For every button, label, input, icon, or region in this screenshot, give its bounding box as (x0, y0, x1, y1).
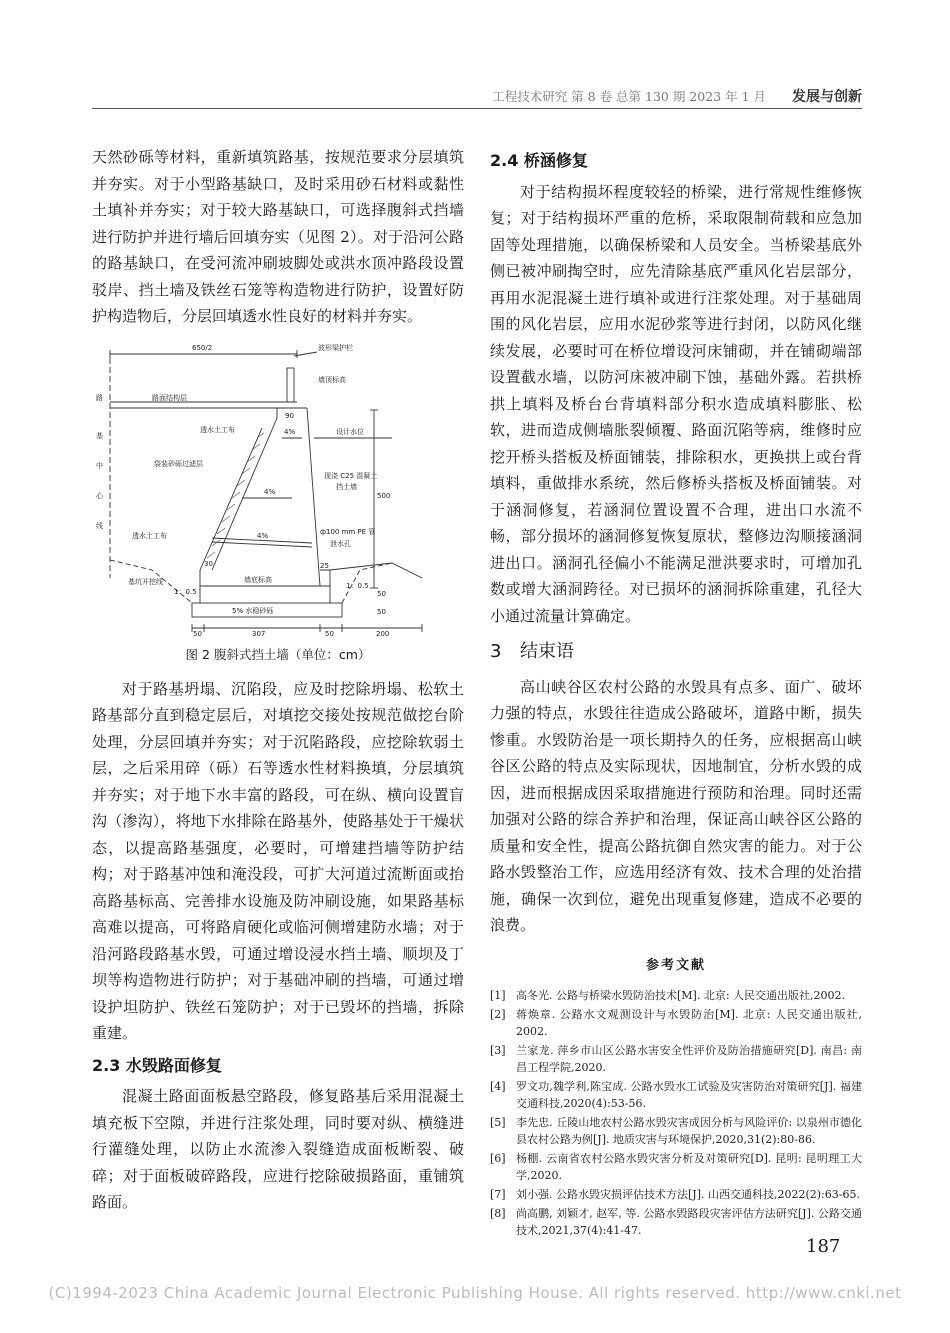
label: 线 (96, 521, 103, 530)
label: 心 (96, 491, 103, 500)
section-heading: 2.4 桥涵修复 (490, 151, 588, 170)
paragraph: 对于结构损坏程度较轻的桥梁，进行常规性维修恢复；对于结构损坏严重的危桥，采取限制荷载和应急加固等处理措施，以确保桥梁和人员安全。当桥梁基底外侧已被冲刷掏空时，应先清除基底严重风化岩层部分，再用水泥混凝土进行填补或进行注浆处理。对于基础周围的风化岩层，应用水泥砂浆等进行封闭，以防风化继续发展，必要时可在桥位增设河床铺砌，并在铺砌端部设置截水墙，以防河床被冲刷下蚀，基础外露。若拱桥拱上填料及桥台台背填料部分积水造成填料膨胀、松软，进而造成侧墙胀裂倾覆、路面沉陷等病，维修时应挖开桥头搭板及桥面铺装，排除积水，更换拱上或台背填料，重做排水系统，然后修桥头搭板及桥面铺装。对于涵洞修复，若涵洞位置设置不合理，进出口水流不畅，部分损坏的涵洞修复恢复原状，整修边沟顺接涵洞进出口。涵洞孔径偏小不能满足泄洪要求时，可增加孔数或增大涵洞跨径。对已损坏的涵洞拆除重建，孔径大小通过流量计算确定。 (490, 182, 862, 625)
guardrail-post (287, 368, 294, 402)
label: 泄水孔 (330, 539, 351, 548)
references-list (490, 987, 862, 1239)
reference-item: [2] 蒋焕章. 公路水文观测设计与水毁防治[M]. 北京: 人民交通出版社, 2002. (490, 1008, 862, 1038)
label: 中 (96, 461, 103, 470)
label: 波形梁护栏 (318, 343, 353, 352)
footer-watermark: (C)1994-2023 China Academic Journal Electronic Publishing House. All rights reserved. http://www.cnki.net (48, 1284, 902, 1302)
reference-item: [5] 李先忠. 丘陵山地农村公路水毁灾害成因分析与风险评价: 以泉州市德化县农村公路为例[J]. 地质灾害与环境保护,2020,31(2):80-86. (490, 1116, 862, 1146)
label: 基 (96, 431, 103, 440)
dim-label: 200 (376, 629, 390, 638)
right-column (490, 148, 862, 1241)
label: 1：0.5 (174, 587, 197, 596)
section-heading-3 (490, 639, 862, 666)
section-heading: 2.3 水毁路面修复 (92, 1055, 222, 1075)
figure-caption: 图 2 腹斜式挡土墙（单位：cm） (185, 646, 371, 662)
label: 4% (257, 531, 269, 540)
dim-label: 50 (193, 629, 202, 638)
label: 4% (284, 427, 296, 436)
label: 挡土墙 (336, 482, 357, 491)
dim-label: 30 (204, 559, 213, 568)
journal-info: 工程技术研究 第 8 卷 总第 130 期 2023 年 1 月 (492, 89, 767, 104)
label: 透水土工布 (132, 531, 167, 540)
paragraph: 对于路基坍塌、沉陷段，应及时挖除坍塌、松软土路基部分直到稳定层后，对填挖交接处按规范做挖台阶处理，分层回填并夯实；对于沉陷路段，应挖除软弱土层，之后采用碎（砾）石等透水性材料换填，分层填筑并夯实；对于地下水丰富的路段，可在纵、横向设置盲沟（渗沟），将地下水排除在路基外，使路基处于干燥状态，以提高路基强度，必要时，可增建挡墙等防护结构；对于路基冲蚀和淹没段，可扩大河道过流断面或抬高路基标高、完善排水设施及防冲刷设施，如果路基标高难以提高，可将路肩硬化或临河侧增建防水墙；对于沿河路段路基水毁，可通过增设浸水挡土墙、顺坝及丁坝等构造物进行防护；对于基础冲刷的挡墙，可通过增设护坦防护、铁丝石笼防护；对于已毁坏的挡墙，拆除重建。 (92, 679, 464, 1042)
page-number: 187 (806, 1236, 841, 1257)
heading-title: 结束语 (520, 641, 574, 662)
dim-label: 307 (252, 629, 266, 638)
section-name: 发展与创新 (792, 89, 862, 105)
label: ф100 mm PE 管 (320, 527, 376, 536)
label: 5% 水稳砂砾 (232, 606, 274, 615)
dim-label: 500 (377, 491, 391, 500)
dim-label: 650/2 (192, 343, 213, 352)
paragraph: 天然砂砾等材料，重新填筑路基，按规范要求分层填筑并夯实。对于小型路基缺口，及时采用砂石材料或黏性土填补并夯实；对于较大路基缺口，可选择腹斜式挡墙进行防护并进行墙后回填夯实（见图 2）。对于沿河公路的路基缺口，在受河流冲刷坡脚处或洪水顶冲路段设置驳岸、挡土墙及铁丝石笼等构造物进行防护，设置好防护构造物后，分层回填透水性良好的材料并夯实。 (92, 148, 464, 325)
label: 透水土工布 (200, 425, 235, 434)
paragraph: 高山峡谷区农村公路的水毁具有点多、面广、破坏力强的特点，水毁往往造成公路破坏，道路中断，损失惨重。水毁防治是一项长期持久的任务，应根据高山峡谷区公路的特点及实际现状，因地制宜，分析水毁的成因，进而根据成因采取措施进行预防和治理。同时还需加强对公路的综合养护和治理，保证高山峡谷区公路的质量和安全性，提高公路抗御自然灾害的能力。对于公路水毁整治工作，应选用经济有效、技术合理的处治措施，确保一次到位，避免出现重复修建，造成不必要的浪费。 (490, 677, 862, 934)
heading-number: 3 (490, 641, 502, 662)
retaining-wall-diagram (92, 338, 464, 638)
label: 现浇 C25 混凝土 (324, 471, 378, 480)
label: 路 (96, 393, 103, 402)
left-column (92, 144, 464, 1216)
paragraph: 混凝土路面面板悬空路段，修复路基后采用混凝土填充板下空隙，并进行注浆处理，同时要对纵、横缝进行灌缝处理，以防止水流渗入裂缝造成面板断裂、破碎；对于面板破碎路段，应进行挖除破损路面，重铺筑路面。 (92, 1087, 464, 1211)
reference-item: [4] 罗文功,魏学利,陈宝成. 公路水毁水工试验及灾害防治对策研究[J]. 福建交通科技,2020(4):53-56. (490, 1080, 862, 1110)
label: 基坑开挖线 (128, 577, 163, 586)
reference-item: [6] 杨棚. 云南省农村公路水毁灾害分析及对策研究[D]. 昆明: 昆明理工大学,2020. (490, 1152, 862, 1182)
label: 4% (264, 487, 276, 496)
dim-label: 90 (285, 411, 294, 420)
header-rule (92, 108, 862, 109)
label: 袋装砂砾过滤层 (154, 459, 203, 468)
dim-label: 50 (325, 629, 334, 638)
reference-item: [1] 高冬光. 公路与桥梁水毁防治技术[M]. 北京: 人民交通出版社,2002. (490, 989, 846, 1002)
label: 墙底标高 (244, 575, 272, 584)
figure-retaining-wall (92, 338, 464, 638)
reference-item: [8] 尚高鹏, 刘颖才, 赵军, 等. 公路水毁路段灾害评估方法研究[J]. 公路交通技术,2021,37(4):41-47. (490, 1207, 862, 1237)
label: 1：0.5 (346, 581, 369, 590)
label: 墙顶标高 (318, 375, 346, 384)
dim-label: 50 (377, 589, 386, 598)
dim-label: 50 (377, 607, 386, 616)
reference-item: [3] 兰家龙. 萍乡市山区公路水害安全性评价及防治措施研究[D]. 南昌: 南昌工程学院,2020. (490, 1044, 862, 1074)
label: 设计水位 (336, 427, 364, 436)
reference-item: [7] 刘小强. 公路水毁灾损评估技术方法[J]. 山西交通科技,2022(2):63-65. (490, 1188, 860, 1201)
running-header (92, 86, 862, 106)
references-title: 参考文献 (645, 957, 706, 973)
dim-label: 25 (320, 561, 329, 570)
label: 路面结构层 (152, 393, 187, 402)
